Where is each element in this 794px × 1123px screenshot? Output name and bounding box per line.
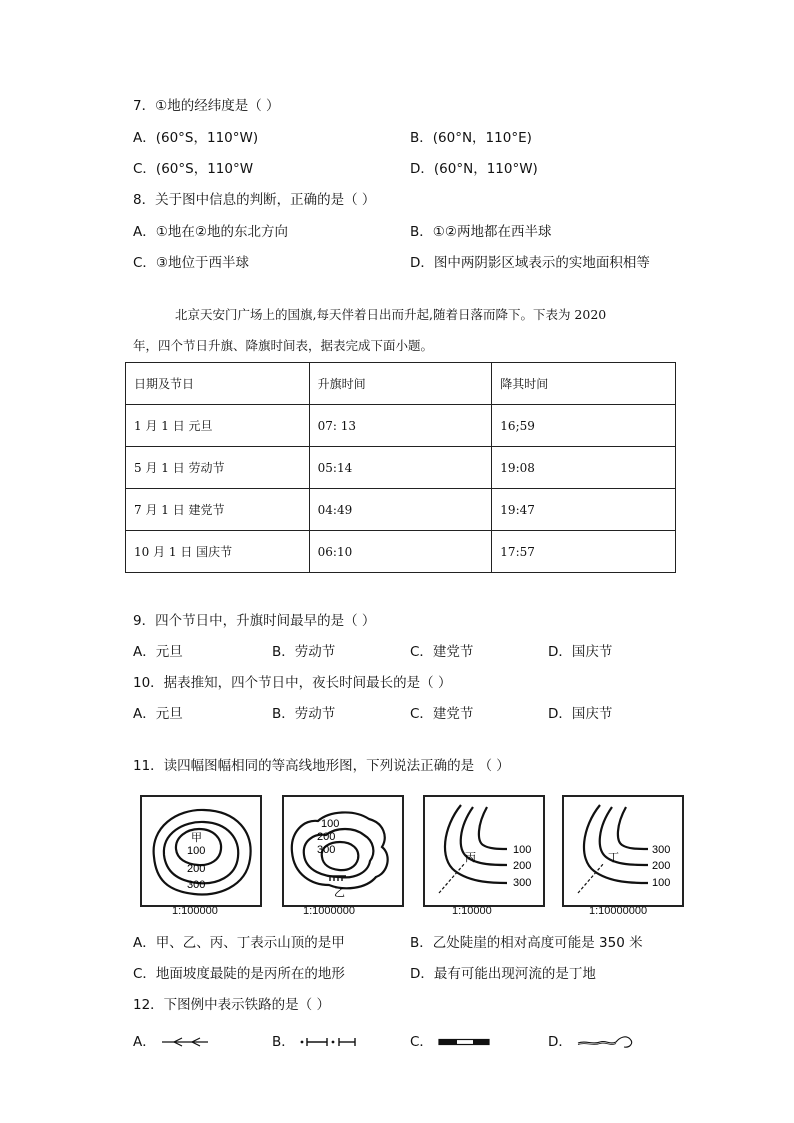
map-scale: 1:1000000: [303, 905, 355, 917]
contour-label: 200: [317, 831, 336, 843]
map-marker: 丁: [608, 852, 619, 864]
map-marker: 乙: [334, 887, 345, 899]
q12-option-c-label: C．: [410, 1034, 433, 1050]
table-row: [126, 405, 676, 447]
table-cell: 04:49: [309, 489, 492, 531]
q11-option-a[interactable]: A．甲、乙、丙、丁表示山顶的是甲: [133, 935, 345, 951]
contour-label: 100: [187, 845, 206, 857]
table-row: [126, 489, 676, 531]
table-row: [126, 531, 676, 573]
map-scale: 1:100000: [172, 905, 218, 917]
q10-option-b[interactable]: B．劳动节: [272, 706, 336, 722]
contour-label: 100: [321, 818, 340, 830]
map-marker: 甲: [191, 832, 202, 844]
q9-option-b[interactable]: B．劳动节: [272, 644, 336, 660]
q7-option-b[interactable]: B．(60°N，110°E): [410, 130, 532, 146]
contour-label: 100: [652, 877, 671, 889]
map-marker: 丙: [465, 852, 476, 864]
contour-label: 200: [513, 860, 532, 872]
flag-time-table: [125, 362, 676, 573]
q8-option-b[interactable]: B．①②两地都在西半球: [410, 224, 552, 240]
q12-option-c[interactable]: [410, 1033, 493, 1051]
table-cell: 19:47: [492, 489, 676, 531]
q12-option-a-label: A．: [133, 1034, 156, 1050]
table-header-cell: 日期及节日: [126, 363, 310, 405]
q8-option-a[interactable]: A．①地在②地的东北方向: [133, 224, 288, 240]
table-header-row: [126, 363, 676, 405]
contour-map-yi: [282, 795, 404, 907]
contour-map-jia: [140, 795, 262, 907]
q8-stem: 8．关于图中信息的判断，正确的是（ ）: [133, 192, 376, 208]
contour-map-bing: [423, 795, 545, 907]
q7-option-a[interactable]: A．(60°S，110°W): [133, 130, 259, 146]
q11-option-b[interactable]: B．乙处陡崖的相对高度可能是 350 米: [410, 935, 643, 951]
contour-label: 300: [513, 877, 532, 889]
table-row: [126, 447, 676, 489]
q11-option-c[interactable]: C．地面坡度最陡的是丙所在的地形: [133, 966, 345, 982]
q7-option-c[interactable]: C．(60°S，110°W: [133, 161, 254, 177]
table-cell: 1 月 1 日 元旦: [126, 405, 310, 447]
contour-label: 200: [187, 863, 206, 875]
table-cell: 7 月 1 日 建党节: [126, 489, 310, 531]
table-cell: 19:08: [492, 447, 676, 489]
q12-option-d[interactable]: [548, 1033, 636, 1051]
contour-map-bing-svg: [425, 797, 543, 905]
contour-label: 200: [652, 860, 671, 872]
q12-option-d-label: D．: [548, 1034, 572, 1050]
intro-line-1: 北京天安门广场上的国旗,每天伴着日出而升起,随着日落而降下。下表为 2020: [175, 307, 607, 322]
table-cell: 10 月 1 日 国庆节: [126, 531, 310, 573]
table-cell: 06:10: [309, 531, 492, 573]
contour-label: 300: [187, 879, 206, 891]
q7-option-d[interactable]: D．(60°N，110°W): [410, 161, 538, 177]
table-cell: 05:14: [309, 447, 492, 489]
q10-stem: 10．据表推知，四个节日中，夜长时间最长的是（ ）: [133, 675, 452, 691]
contour-label: 100: [513, 844, 532, 856]
q8-option-c[interactable]: C．③地位于西半球: [133, 255, 250, 271]
legend-arrow-line-icon: [160, 1036, 210, 1048]
table-cell: 16;59: [492, 405, 676, 447]
map-scale: 1:10000000: [589, 905, 648, 917]
q9-option-a[interactable]: A．元旦: [133, 644, 183, 660]
q12-option-b[interactable]: [272, 1033, 359, 1051]
q9-option-d[interactable]: D．国庆节: [548, 644, 613, 660]
q12-option-b-label: B．: [272, 1034, 295, 1050]
q12-stem: 12．下图例中表示铁路的是（ ）: [133, 997, 330, 1013]
contour-label: 300: [317, 844, 336, 856]
legend-river-icon: [576, 1033, 636, 1051]
q12-option-a[interactable]: [133, 1033, 210, 1051]
intro-line-2: 年，四个节日升旗、降旗时间表，据表完成下面小题。: [133, 338, 434, 353]
q11-stem: 11．读四幅图幅相同的等高线地形图，下列说法正确的是 （ ）: [133, 758, 510, 774]
table-cell: 5 月 1 日 劳动节: [126, 447, 310, 489]
q9-option-c[interactable]: C．建党节: [410, 644, 474, 660]
q11-option-d[interactable]: D．最有可能出现河流的是丁地: [410, 966, 596, 982]
table-header-cell: 降其时间: [492, 363, 676, 405]
contour-map-ding: [562, 795, 684, 907]
table-cell: 07: 13: [309, 405, 492, 447]
table-header-cell: 升旗时间: [309, 363, 492, 405]
q10-option-d[interactable]: D．国庆节: [548, 706, 613, 722]
q7-stem: 7．①地的经纬度是（ ）: [133, 98, 280, 114]
table-cell: 17:57: [492, 531, 676, 573]
legend-boundary-line-icon: [299, 1036, 359, 1048]
q10-option-c[interactable]: C．建党节: [410, 706, 474, 722]
contour-map-ding-svg: [564, 797, 682, 905]
q10-option-a[interactable]: A．元旦: [133, 706, 183, 722]
contour-label: 300: [652, 844, 671, 856]
legend-railway-icon: [437, 1036, 493, 1048]
map-scale: 1:10000: [452, 905, 492, 917]
contour-map-yi-svg: [284, 797, 402, 905]
q8-option-d[interactable]: D．图中两阴影区域表示的实地面积相等: [410, 255, 650, 271]
contour-map-jia-svg: [142, 797, 260, 905]
q9-stem: 9．四个节日中，升旗时间最早的是（ ）: [133, 613, 376, 629]
